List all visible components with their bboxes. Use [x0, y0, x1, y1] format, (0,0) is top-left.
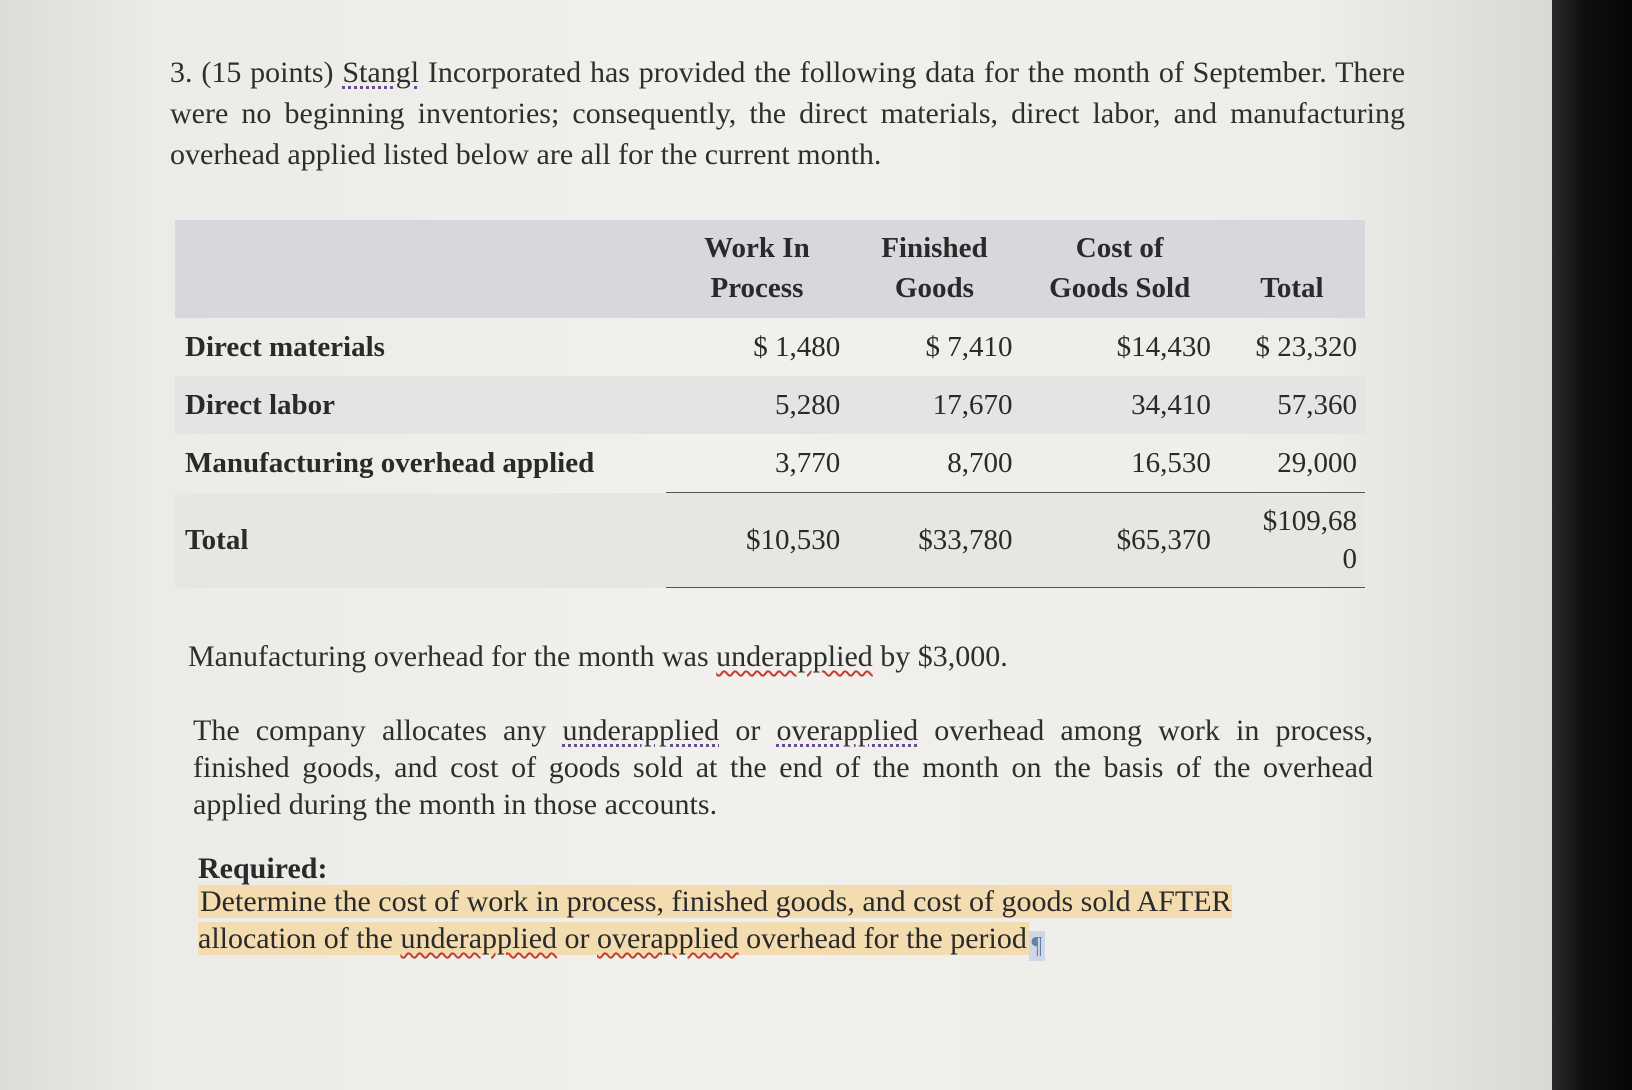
spellcheck-word: underapplied: [562, 714, 720, 747]
company-name: Stangl: [342, 56, 420, 89]
table-row: [175, 434, 1365, 493]
table-cell: 3,770: [775, 446, 841, 479]
table-row: [175, 318, 1365, 376]
required-text[interactable]: [198, 883, 1348, 961]
overhead-note: Manufacturing overhead for the month was underapplied by $3,000.: [188, 640, 1008, 673]
table-cell: 57,360: [1219, 376, 1365, 434]
table-cell: 8,700: [947, 446, 1013, 479]
total-cell: $10,530: [666, 493, 849, 588]
header-finished-goods: Finished Goods: [848, 220, 1020, 318]
table-cell: $14,430: [1116, 330, 1211, 363]
row-label: Direct materials: [185, 330, 385, 363]
table-cell: 34,410: [1021, 376, 1219, 434]
question-points: (15 points): [201, 56, 334, 89]
monitor-bezel: [1552, 0, 1632, 1090]
table-header-row: [175, 220, 1365, 318]
total-cell: $65,370: [1021, 493, 1219, 588]
question-intro: [170, 52, 1405, 175]
spellcheck-word: overapplied: [776, 714, 919, 747]
spellcheck-word: underapplied: [716, 640, 873, 673]
table-row: [175, 376, 1365, 434]
table-cell: 17,670: [848, 376, 1020, 434]
table-total-row: [175, 493, 1365, 588]
header-total: Total: [1219, 220, 1365, 318]
table-cell: 5,280: [666, 376, 849, 434]
total-label: Total: [175, 493, 666, 588]
table-cell: $ 23,320: [1255, 330, 1357, 363]
row-label: Direct labor: [175, 376, 666, 434]
table-cell: 16,530: [1131, 446, 1211, 479]
highlighted-text: Determine the cost of work in process, finished goods, and cost of goods sold AFTER allocation of the underapplied or overapplied overhead for the period: [198, 885, 1232, 955]
spellcheck-word: underapplied: [400, 922, 558, 955]
total-cell-grand: [1219, 493, 1365, 588]
question-number: 3.: [170, 56, 193, 89]
paragraph-mark-icon: ¶: [1029, 931, 1045, 961]
header-work-in-process: Work In Process: [666, 220, 849, 318]
row-label: Manufacturing overhead applied: [185, 446, 595, 479]
header-cost-of-goods-sold: Cost of Goods Sold: [1021, 220, 1219, 318]
total-cell: $33,780: [848, 493, 1020, 588]
table-cell: $ 1,480: [753, 330, 841, 363]
required-heading: Required:: [198, 852, 328, 885]
table-cell: $ 7,410: [925, 330, 1013, 363]
table-cell: 29,000: [1277, 446, 1357, 479]
grand-total-value: $109,680: [1262, 505, 1357, 575]
header-blank: [175, 220, 666, 318]
spellcheck-word: overapplied: [597, 922, 739, 955]
cost-data-table: [175, 220, 1365, 588]
allocation-paragraph: The company allocates any underapplied or overapplied overhead among work in process, finished goods, and cost of goods sold at the end of the month on the basis of the overhead applied during the month in those accounts.: [193, 714, 1373, 821]
intro-text: Incorporated has provided the following data for the month of September. There were no beginning inventories; consequently, the direct materials, direct labor, and manufacturing overhead applied listed below are all for the current month.: [170, 56, 1406, 171]
